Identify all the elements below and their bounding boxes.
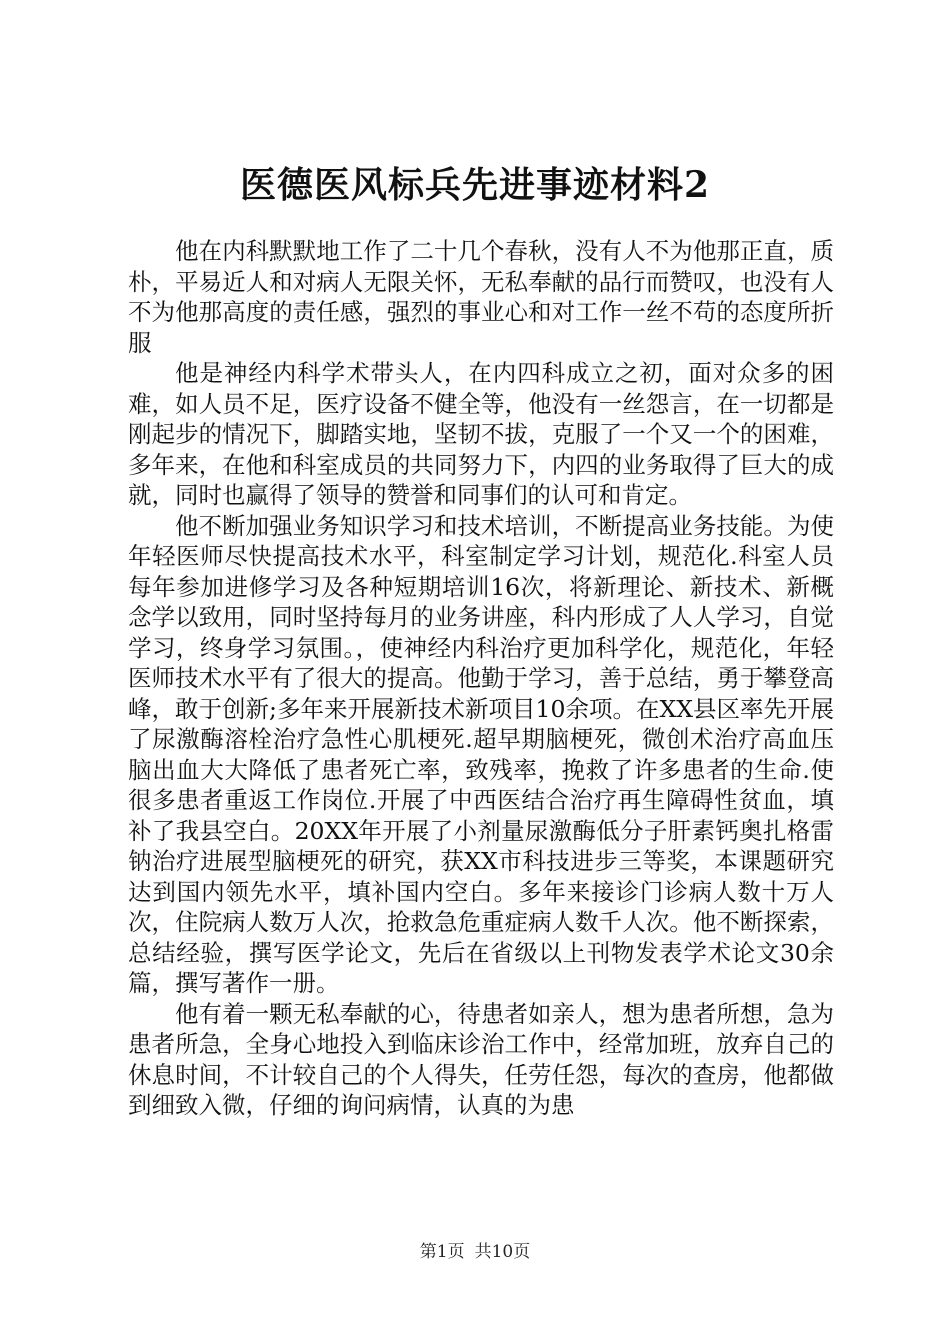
page-footer [0, 1240, 950, 1264]
paragraph: 他在内科默默地工作了二十几个春秋，没有人不为他那正直，质朴，平易近人和对病人无限关怀，无私奉献的品行而赞叹，也没有人不为他那高度的责任感，强烈的事业心和对工作一丝不苟的态度所折服 [128, 237, 834, 357]
paragraph: 他不断加强业务知识学习和技术培训，不断提高业务技能。为使年轻医师尽快提高技术水平，科室制定学习计划，规范化.科室人员每年参加进修学习及各种短期培训16次，将新理论、新技术、新概念学以致用，同时坚持每月的业务讲座，科内形成了人人学习，自觉学习，终身学习氛围。，使神经内科治疗更加科学化，规范化，年轻医师技术水平有了很大的提高。他勤于学习，善于总结，勇于攀登高峰，敢于创新;多年来开展新技术新项目10余项。在XX县区率先开展了尿激酶溶栓治疗急性心肌梗死.超早期脑梗死，微创术治疗高血压脑出血大大降低了患者死亡率，致残率，挽救了许多患者的生命.使很多患者重返工作岗位.开展了中西医结合治疗再生障碍性贫血，填补了我县空白。20XX年开展了小剂量尿激酶低分子肝素钙奥扎格雷钠治疗进展型脑梗死的研究，获XX市科技进步三等奖，本课题研究达到国内领先水平，填补国内空白。多年来接诊门诊病人数十万人次，住院病人数万人次，抢救急危重症病人数千人次。他不断探索，总结经验，撰写医学论文，先后在省级以上刊物发表学术论文30余篇，撰写著作一册。 [128, 511, 834, 997]
document-body [128, 236, 834, 1121]
page-total: 共10页 [474, 1242, 531, 1262]
page-number: 第1页 [419, 1242, 465, 1262]
paragraph: 他是神经内科学术带头人，在内四科成立之初，面对众多的困难，如人员不足，医疗设备不健全等，他没有一丝怨言，在一切都是刚起步的情况下，脚踏实地，坚韧不拔，克服了一个又一个的困难，多年来，在他和科室成员的共同努力下，内四的业务取得了巨大的成就，同时也赢得了领导的赞誉和同事们的认可和肯定。 [128, 359, 834, 509]
paragraph: 他有着一颗无私奉献的心，待患者如亲人，想为患者所想，急为患者所急，全身心地投入到临床诊治工作中，经常加班，放弃自己的休息时间，不计较自己的个人得失，任劳任怨，每次的查房，他都做到细致入微，仔细的询问病情，认真的为患 [128, 999, 834, 1119]
document-title: 医德医风标兵先进事迹材料2 [239, 164, 711, 206]
